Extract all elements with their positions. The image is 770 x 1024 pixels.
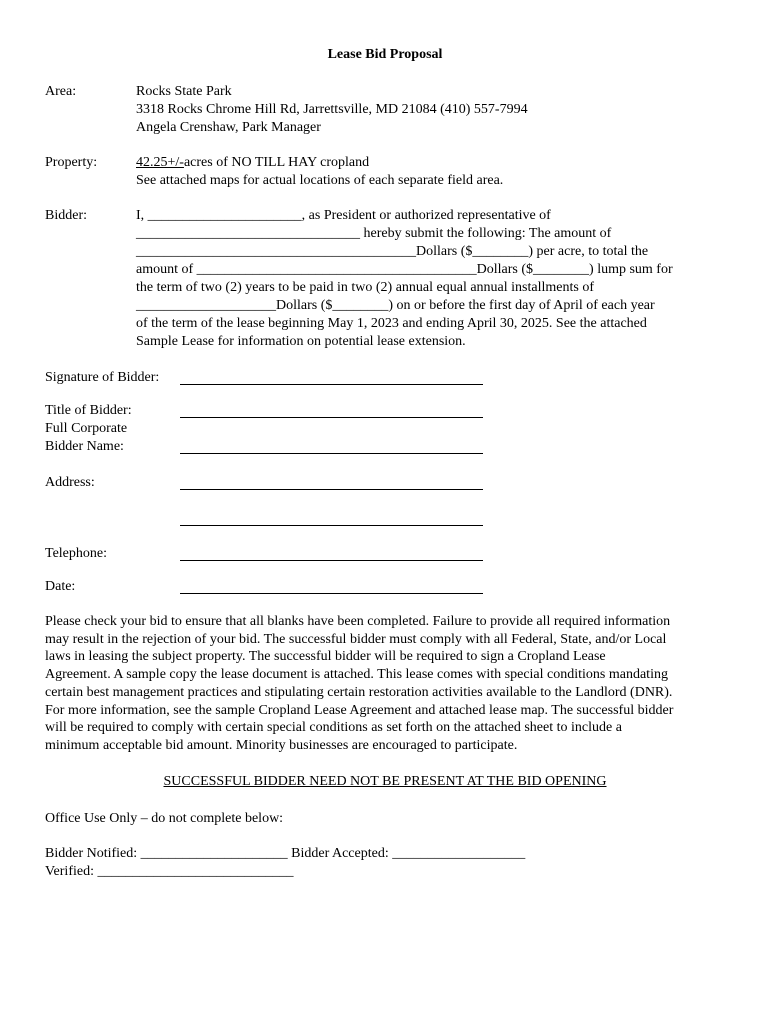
paragraph-line-3: laws in leasing the subject property. The successful bidder will be required to sign a Cropland Lease	[45, 649, 606, 665]
paragraph-line-8: minimum acceptable bid amount. Minority businesses are encouraged to participate.	[45, 737, 518, 753]
park-name: Rocks State Park	[136, 84, 232, 99]
property-label: Property:	[45, 155, 98, 170]
title-of-bidder-label: Title of Bidder:	[45, 403, 132, 418]
bid-opening-notice	[0, 773, 770, 791]
bidder-line-4: amount of ________________________________________Dollars ($________) lump sum for	[136, 262, 673, 277]
date-label: Date:	[45, 579, 76, 594]
bidder-line-1: I, ______________________, as President or authorized representative of	[136, 208, 551, 223]
telephone-line[interactable]	[180, 560, 483, 561]
signature-label: Signature of Bidder:	[45, 370, 160, 385]
property-line-2: See attached maps for actual locations of each separate field area.	[136, 173, 504, 188]
bidder-statement	[136, 207, 673, 351]
paragraph-line-7: will be required to comply with certain special conditions as set forth on the attached sheet to include a	[45, 720, 622, 736]
bidder-notified-accepted-line: Bidder Notified: _____________________ Bidder Accepted: ___________________	[45, 846, 526, 861]
bidder-label: Bidder:	[45, 208, 87, 223]
acreage-description: acres of NO TILL HAY cropland	[183, 155, 370, 170]
paragraph-line-5: certain best management practices and stipulating certain restoration activities available to the Landlord (DNR).	[45, 684, 673, 700]
date-line[interactable]	[180, 593, 483, 594]
bidder-line-6: ____________________Dollars ($________) on or before the first day of April of each year	[136, 298, 655, 313]
bidder-line-3: ________________________________________Dollars ($________) per acre, to total the	[136, 244, 649, 259]
verified-line: Verified: ____________________________	[45, 864, 294, 879]
bidder-line-7: of the term of the lease beginning May 1, 2023 and ending April 30, 2025. See the attached	[136, 316, 647, 331]
paragraph-line-2: may result in the rejection of your bid. The successful bidder must comply with all Federal, State, and/or Local	[45, 631, 667, 647]
telephone-label: Telephone:	[45, 546, 107, 561]
corporate-name-label-1: Full Corporate	[45, 421, 128, 436]
paragraph-line-1: Please check your bid to ensure that all blanks have been completed. Failure to provide all required information	[45, 614, 671, 629]
signature-line[interactable]	[180, 384, 483, 385]
property-line-1	[136, 154, 503, 172]
title-of-bidder-line[interactable]	[180, 417, 483, 418]
bidder-line-5: the term of two (2) years to be paid in two (2) annual equal annual installments of	[136, 280, 594, 295]
bidder-line-2: ________________________________ hereby submit the following: The amount of	[136, 226, 612, 241]
address-line-1[interactable]	[180, 489, 483, 490]
park-address: 3318 Rocks Chrome Hill Rd, Jarrettsville, MD 21084 (410) 557-7994	[136, 102, 528, 117]
park-manager: Angela Crenshaw, Park Manager	[136, 120, 321, 135]
corporate-name-label-2: Bidder Name:	[45, 439, 124, 454]
corporate-name-line[interactable]	[180, 453, 483, 454]
address-line-2[interactable]	[180, 525, 483, 526]
area-details	[136, 83, 528, 137]
property-details	[136, 154, 503, 190]
paragraph-line-6: For more information, see the sample Cropland Lease Agreement and attached lease map. The successful bidder	[45, 702, 674, 718]
acreage-value: 42.25+/-	[136, 155, 184, 170]
paragraph-line-4: Agreement. A sample copy the lease document is attached. This lease comes with special conditions mandating	[45, 667, 668, 683]
office-use-heading: Office Use Only – do not complete below:	[45, 811, 284, 826]
instructions-paragraph	[45, 613, 735, 755]
area-label: Area:	[45, 84, 77, 99]
document-title: Lease Bid Proposal	[327, 47, 443, 62]
notice-text: SUCCESSFUL BIDDER NEED NOT BE PRESENT AT THE BID OPENING	[163, 774, 607, 789]
address-label: Address:	[45, 475, 95, 490]
bidder-line-8: Sample Lease for information on potential lease extension.	[136, 334, 466, 349]
